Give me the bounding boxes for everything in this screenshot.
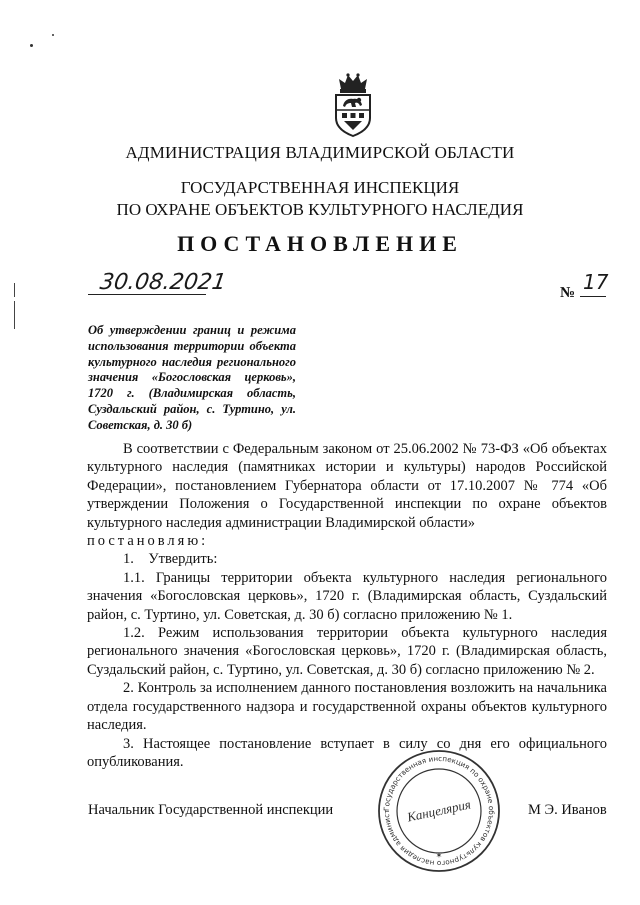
org-inspection-title [0,177,640,221]
resolve-line: постановляю: [87,533,209,550]
margin-mark [14,301,15,329]
clause-1: 1. Утвердить: [123,551,218,568]
preamble-paragraph [87,440,607,532]
document-type-title: ПОСТАНОВЛЕНИЕ [177,231,463,256]
document-subject: Об утверждении границ и режима использования территории объекта культурного наследия регионального значения «Богословская церковь», 1720 г. (Владимирская область, Суздальский район, с. Туртино, ул. Советская, д. 30 б) [88,323,296,432]
margin-mark [14,283,15,297]
document-date: 30.08.2021 [98,270,228,295]
document-body [87,440,607,771]
scan-dot [52,34,54,36]
signatory-title: Начальник Государственной инспекции [88,802,334,818]
stamp-center-text: Канцелярия [405,796,473,825]
org-inspection-line2: ПО ОХРАНЕ ОБЪЕКТОВ КУЛЬТУРНОГО НАСЛЕДИЯ [116,200,524,219]
svg-text:✶: ✶ [435,851,443,860]
signatory-name: М Э. Иванов [528,802,607,818]
document-number-label: № [560,285,576,301]
org-inspection-line1: ГОСУДАРСТВЕННАЯ ИНСПЕКЦИЯ [180,178,460,197]
round-stamp-icon [376,748,502,874]
document-number: 17 [583,270,609,294]
number-underline [580,296,606,297]
preamble-text: В соответствии с Федеральным законом от 25.06.2002 № 73-ФЗ «Об объектах культурного наследия (памятниках истории и культуры) народов Российской Федерации», постановлением Губернатора области от 17.10.2007 № 774 «Об утверждении Положения о Государственной инспекции по охране объектов культурного наследия администрации Владимирской области» [87,441,607,531]
stamp-ring-text: Государственная инспекция по охране объектов культурного наследия админист [381,753,497,869]
clause-1-1: 1.1. Границы территории объекта культурного наследия регионального значения «Богословская церковь», 1720 г. (Владимирская область, Суздальский район, с. Туртино, ул. Советская, д. 30 б) согласно приложению № 1. [87,569,607,623]
clause-3: 3. Настоящее постановление вступает в силу со дня его официального опубликования. [87,735,607,770]
coat-of-arms-emblem [330,72,376,138]
office-stamp [376,748,502,874]
vladimir-oblast-coat-of-arms-icon [330,72,376,138]
date-underline [88,294,206,295]
clause-2: 2. Контроль за исполнением данного постановления возложить на начальника отдела государственного надзора и государственной охраны объектов культурного наследия. [87,680,607,734]
org-administration-title: АДМИНИСТРАЦИЯ ВЛАДИМИРСКОЙ ОБЛАСТИ [125,143,515,162]
scan-dot [30,44,33,47]
clause-1-2: 1.2. Режим использования территории объекта культурного наследия регионального значения «Богословская церковь», 1720 г. (Владимирская область, Суздальский район, с. Туртино, ул. Советская, д. 30 б) согласно приложению № 2. [87,625,607,678]
